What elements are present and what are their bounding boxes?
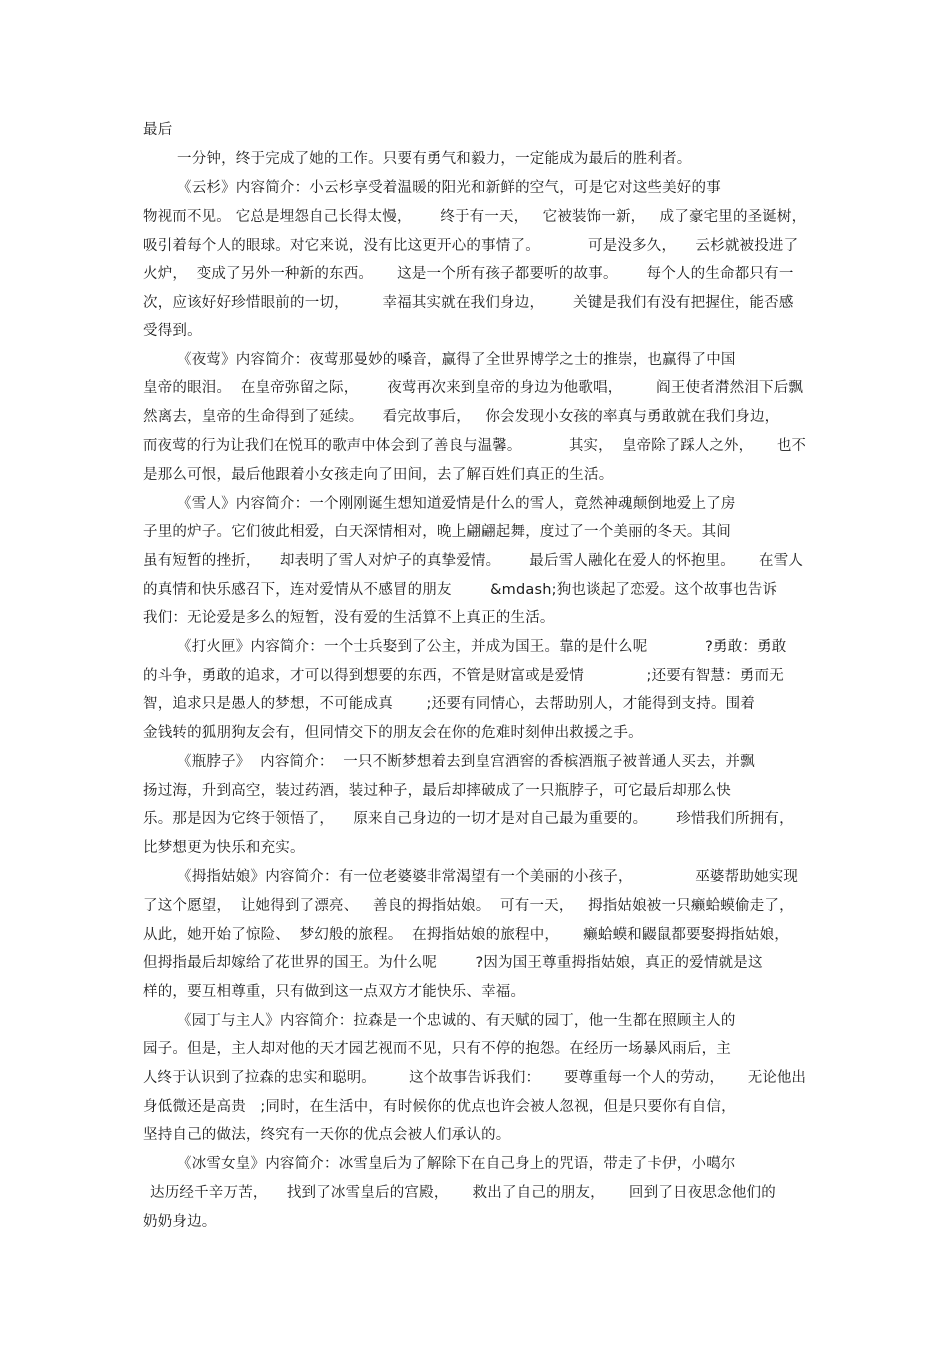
text-line: 园子。但是，主人却对他的天才园艺视而不见，只有不停的抱怨。在经历一场暴风雨后，主 <box>143 1041 731 1057</box>
text-line: 一分钟，终于完成了她的工作。只要有勇气和毅力，一定能成为最后的胜利者。 <box>177 151 692 167</box>
text-line: 《拇指姑娘》内容简介：有一位老婆婆非常渴望有一个美丽的小孩子， 巫婆帮助她实现 <box>177 869 799 885</box>
text-line: 《瓶脖子》 内容简介： 一只不断梦想着去到皇宫酒窖的香槟酒瓶子被普通人买去，并飘 <box>177 754 755 770</box>
text-line: 乐。那是因为它终于领悟了， 原来自己身边的一切才是对自己最为重要的。 珍惜我们所拥有， <box>143 811 794 827</box>
text-line: 智，追求只是愚人的梦想，不可能成真 ;还要有同情心，去帮助别人，才能得到支持。围着 <box>143 696 756 712</box>
text-line: 而夜莺的行为让我们在悦耳的歌声中体会到了善良与温馨。 其实， 皇帝除了踩人之外， 也不 <box>143 438 807 454</box>
text-line: 的斗争，勇敢的追求，才可以得到想要的东西，不管是财富或是爱情 ;还要有智慧：勇而无 <box>143 668 784 684</box>
text-line: 虽有短暂的挫折， 却表明了雪人对炉子的真挚爱情。 最后雪人融化在爱人的怀抱里。 在雪人 <box>143 553 804 569</box>
text-line: 《雪人》内容简介：一个刚刚诞生想知道爱情是什么的雪人，竟然神魂颠倒地爱上了房 <box>177 496 736 512</box>
text-line: 我们：无论爱是多么的短暂，没有爱的生活算不上真正的生活。 <box>143 610 555 626</box>
text-line: 但拇指最后却嫁给了花世界的国王。为什么呢 ?因为国王尊重拇指姑娘，真正的爱情就是这 <box>143 955 763 971</box>
text-line: 然离去，皇帝的生命得到了延续。 看完故事后， 你会发现小女孩的率真与勇敢就在我们身边， <box>143 409 780 425</box>
text-line: 达历经千辛万苦， 找到了冰雪皇后的宫殿， 救出了自己的朋友， 回到了日夜思念他们的 <box>150 1185 776 1201</box>
text-line: 最后 <box>143 122 173 138</box>
text-line: 人终于认识到了拉森的忠实和聪明。 这个故事告诉我们： 要尊重每一个人的劳动， 无论他出 <box>143 1070 807 1086</box>
text-line: 的真情和快乐感召下，连对爱情从不感冒的朋友 &mdash;狗也谈起了恋爱。这个故事也告诉 <box>143 582 778 598</box>
text-line: 坚持自己的做法，终究有一天你的优点会被人们承认的。 <box>143 1127 511 1143</box>
text-line: 《云杉》内容简介：小云杉享受着温暖的阳光和新鲜的空气，可是它对这些美好的事 <box>177 180 721 196</box>
text-line: 是那么可恨，最后他跟着小女孩走向了田间，去了解百姓们真正的生活。 <box>143 467 614 483</box>
text-line: 吸引着每个人的眼球。对它来说，没有比这更开心的事情了。 可是没多久， 云杉就被投进了 <box>143 238 799 254</box>
text-line: 身低微还是高贵 ;同时，在生活中，有时候你的优点也许会被人忽视，但是只要你有自信， <box>143 1099 736 1115</box>
text-line: 了这个愿望， 让她得到了漂亮、 善良的拇指姑娘。 可有一天， 拇指姑娘被一只癞蛤蟆偷走了， <box>143 898 794 914</box>
text-line: 扬过海，升到高空，装过药酒，装过种子，最后却摔破成了一只瓶脖子，可它最后却那么快 <box>143 783 731 799</box>
text-line: 金钱转的狐朋狗友会有，但同情交下的朋友会在你的危难时刻伸出救援之手。 <box>143 725 643 741</box>
text-line: 火炉， 变成了另外一种新的东西。 这是一个所有孩子都要听的故事。 每个人的生命都只有一 <box>143 266 794 282</box>
text-line: 比梦想更为快乐和充实。 <box>143 840 305 856</box>
text-line: 《冰雪女皇》内容简介：冰雪皇后为了解除下在自己身上的咒语，带走了卡伊，小噶尔 <box>177 1156 736 1172</box>
text-line: 《夜莺》内容简介：夜莺那曼妙的嗓音，赢得了全世界博学之士的推崇，也赢得了中国 <box>177 352 736 368</box>
text-line: 子里的炉子。它们彼此相爱，白天深情相对，晚上翩翩起舞，度过了一个美丽的冬天。其间 <box>143 524 731 540</box>
text-line: 皇帝的眼泪。 在皇帝弥留之际， 夜莺再次来到皇帝的身边为他歌唱， 阎王使者潸然泪下后飘 <box>143 380 804 396</box>
text-line: 《打火匣》内容简介：一个士兵娶到了公主，并成为国王。靠的是什么呢 ?勇敢：勇敢 <box>177 639 787 655</box>
text-line: 《园丁与主人》内容简介：拉森是一个忠诚的、有天赋的园丁，他一生都在照顾主人的 <box>177 1013 736 1029</box>
text-line: 样的，要互相尊重，只有做到这一点双方才能快乐、幸福。 <box>143 984 526 1000</box>
text-line: 物视而不见。 它总是埋怨自己长得太慢， 终于有一天， 它被装饰一新， 成了豪宅里的圣诞树， <box>143 209 807 225</box>
text-line: 奶奶身边。 <box>143 1214 217 1230</box>
text-line: 从此，她开始了惊险、 梦幻般的旅程。 在拇指姑娘的旅程中， 癞蛤蟆和鼹鼠都要娶拇指姑娘， <box>143 927 789 943</box>
text-line: 受得到。 <box>143 323 202 339</box>
text-line: 次，应该好好珍惜眼前的一切， 幸福其实就在我们身边， 关键是我们有没有把握住，能否感 <box>143 295 794 311</box>
